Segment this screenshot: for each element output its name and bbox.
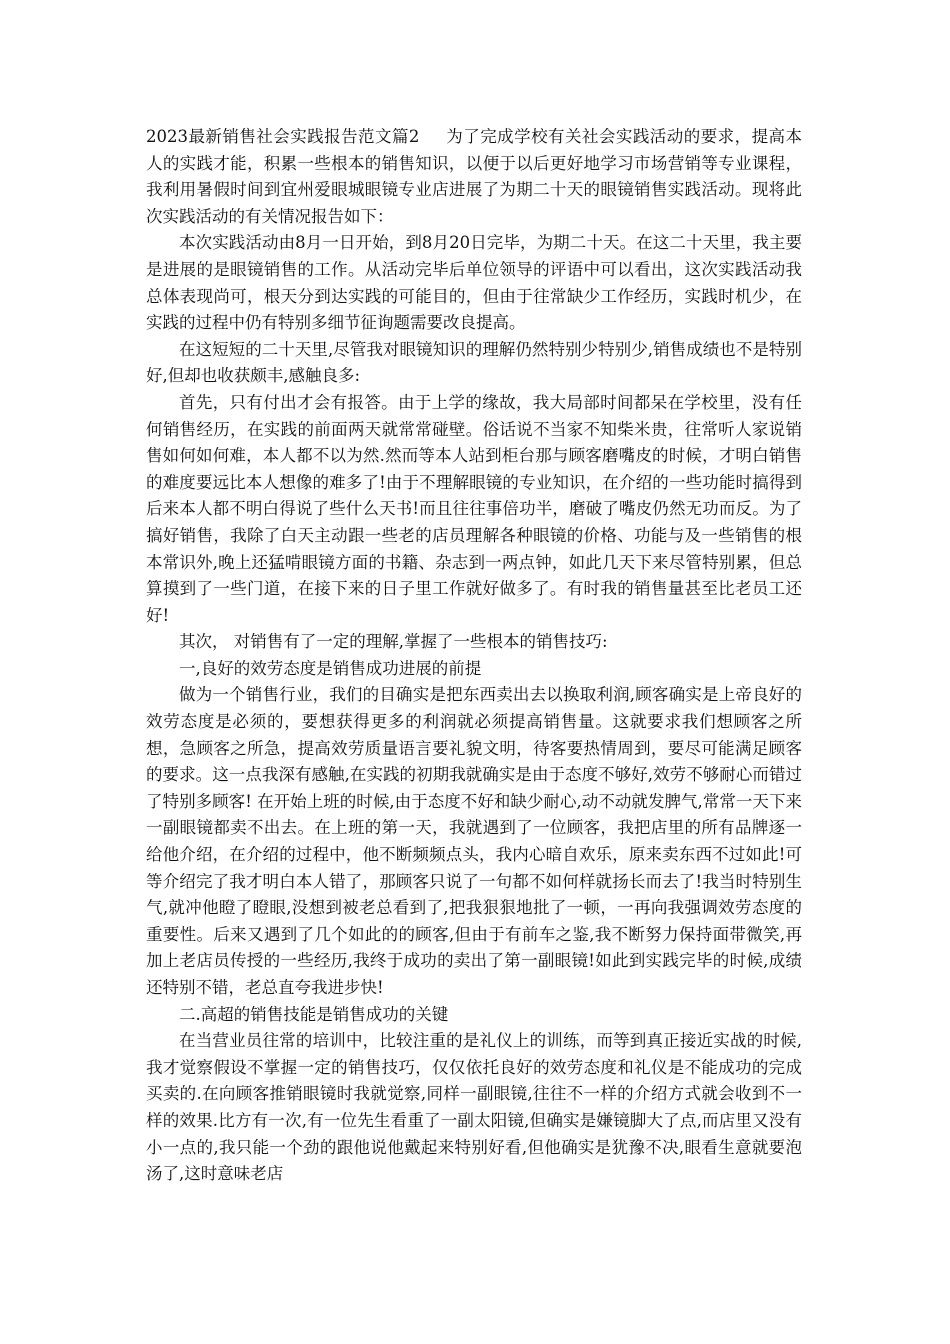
paragraph: 在这短短的二十天里,尽管我对眼镜知识的理解仍然特别少特别少,销售成绩也不是特别好,但却也收获颇丰,感触良多: bbox=[146, 339, 802, 386]
document-title: 2023最新销售社会实践报告范文篇2 bbox=[146, 127, 420, 146]
paragraph-text: 为了完成学校有关社会实践活动的要求，提高本人的实践才能，积累一些根本的销售知识，以便于以后更好地学习市场营销等专业课程，我利用暑假时间到宜州爱眼城眼镜专业店进展了为期二十天的眼镜销售实践活动。现将此次实践活动的有关情况报告如下： bbox=[146, 127, 802, 226]
intro-paragraph bbox=[146, 124, 802, 230]
paragraph: 在当营业员往常的培训中，比较注重的是礼仪上的训练，而等到真正接近实战的时候,我才觉察假设不掌握一定的销售技巧，仅仅依托良好的效劳态度和礼仪是不能成功的完成买卖的.在向顾客推销眼镜时我就觉察,同样一副眼镜,往往不一样的介绍方式就会收到不一样的效果.比方有一次,有一位先生看重了一副太阳镜,但确实是嫌镜脚大了点,而店里又没有小一点的,我只能一个劲的跟他说他戴起来特别好看,但他确实是犹豫不决,眼看生意就要泡汤了,这时意味老店 bbox=[146, 1031, 802, 1184]
paragraph: 本次实践活动由8月一日开始，到8月20日完毕，为期二十天。在这二十天里，我主要是进展的是眼镜销售的工作。从活动完毕后单位领导的评语中可以看出，这次实践活动我总体表现尚可，根天分到达实践的可能目的，但由于往常缺少工作经历，实践时机少，在实践的过程中仍有特别多细节征询题需要改良提高。 bbox=[146, 233, 802, 333]
section-heading: 二.高超的销售技能是销售成功的关键 bbox=[179, 1004, 449, 1024]
document-body bbox=[146, 124, 802, 1188]
paragraph: 首先，只有付出才会有报答。由于上学的缘故，我大局部时间都呆在学校里，没有任何销售经历，在实践的前面两天就常常碰壁。俗话说不当家不知柴米贵，往常听人家说销售如何如何难，本人都不以为然.然而等本人站到柜台那与顾客磨嘴皮的时候，才明白销售的难度要远比本人想像的难多了!由于不理解眼镜的专业知识，在介绍的一些功能时搞得到后来本人都不明白得说了些什么天书!而且往往事倍功半，磨破了嘴皮仍然无功而反。为了搞好销售，我除了白天主动跟一些老的店员理解各种眼镜的价格、功能与及一些销售的根本常识外,晚上还猛啃眼镜方面的书籍、杂志到一两点钟，如此几天下来尽管特别累，但总算摸到了一些门道，在接下来的日子里工作就好做多了。有时我的销售量甚至比老员工还好! bbox=[146, 392, 802, 625]
section-heading: 一,良好的效劳态度是销售成功进展的前提 bbox=[179, 658, 482, 678]
paragraph: 其次， 对销售有了一定的理解,掌握了一些根本的销售技巧: bbox=[179, 632, 608, 652]
paragraph: 做为一个销售行业，我们的目确实是把东西卖出去以换取利润,顾客确实是上帝良好的效劳态度是必须的，要想获得更多的利润就必须提高销售量。这就要求我们想顾客之所想，急顾客之所急，提高效劳质量语言要礼貌文明，待客要热情周到，要尽可能满足顾客的要求。这一点我深有感触,在实践的初期我就确实是由于态度不够好,效劳不够耐心而错过了特别多顾客! 在开始上班的时候,由于态度不好和缺少耐心,动不动就发脾气,常常一天下来一副眼镜都卖不出去。在上班的第一天，我就遇到了一位顾客，我把店里的所有品牌逐一给他介绍，在介绍的过程中，他不断频频点头，我内心暗自欢乐，原来卖东西不过如此!可等介绍完了我才明白本人错了，那顾客只说了一句都不如何样就扬长而去了!我当时特别生气,就冲他瞪了瞪眼,没想到被老总看到了,把我狠狠地批了一顿，一再向我强调效劳态度的重要性。后来又遇到了几个如此的的顾客,但由于有前车之鉴,我不断努力保持面带微笑,再加上老店员传授的一些经历,我终于成功的卖出了第一副眼镜!如此到实践完毕的时候,成绩还特别不错，老总直夸我进步快! bbox=[146, 685, 802, 997]
